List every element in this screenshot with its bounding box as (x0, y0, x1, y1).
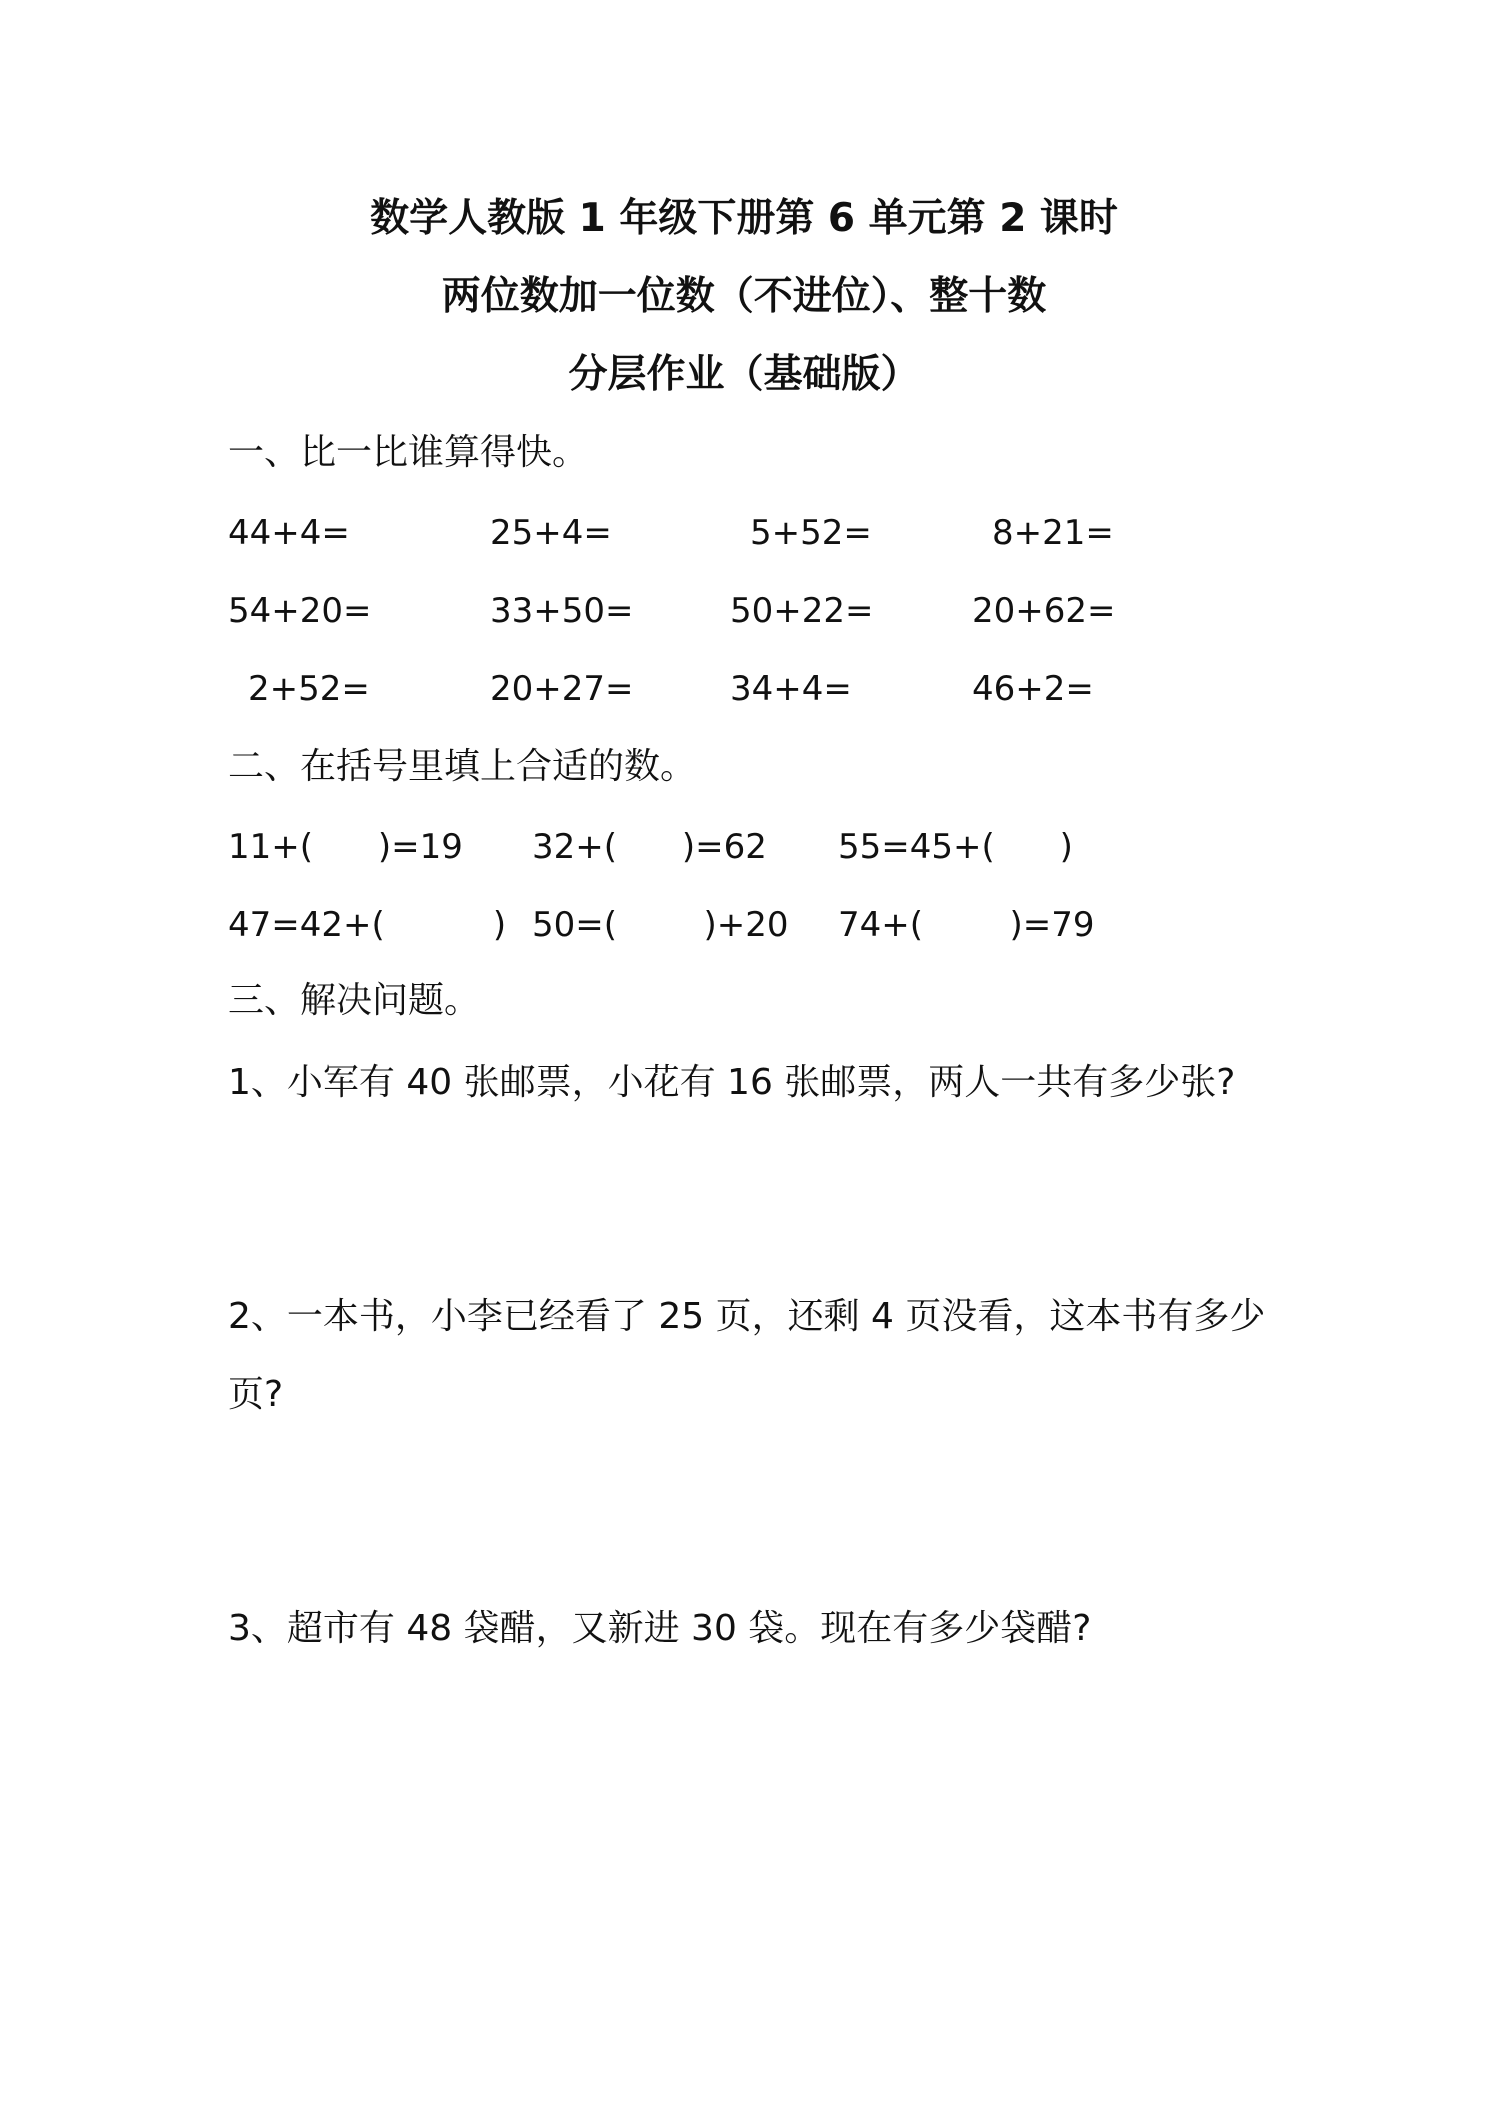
calc-problem: 25+4= (490, 513, 612, 553)
section-1-heading: 一、比一比谁算得快。 (228, 432, 589, 473)
calc-problem: 20+62= (972, 591, 1116, 631)
calc-problem: 54+20= (228, 591, 372, 631)
document-title: 数学人教版 1 年级下册第 6 单元第 2 课时 (370, 196, 1118, 241)
calc-problem: 44+4= (228, 513, 350, 553)
fill-blank-problem: 50=( )+20 (532, 905, 789, 945)
calc-problem: 20+27= (490, 669, 634, 709)
calc-problem: 5+52= (750, 513, 872, 553)
calc-problem: 46+2= (972, 669, 1094, 709)
calc-problem: 34+4= (730, 669, 852, 709)
fill-blank-problem: 47=42+( ) (228, 905, 507, 945)
document-version-label: 分层作业（基础版） (568, 352, 920, 397)
fill-blank-problem: 74+( )=79 (838, 905, 1095, 945)
word-problem-1: 1、小军有 40 张邮票，小花有 16 张邮票，两人一共有多少张? (228, 1062, 1236, 1103)
calc-problem: 2+52= (248, 669, 370, 709)
section-3-heading: 三、解决问题。 (228, 980, 481, 1021)
fill-blank-problem: 55=45+( ) (838, 827, 1073, 867)
section-2-heading: 二、在括号里填上合适的数。 (228, 746, 697, 787)
calc-problem: 50+22= (730, 591, 874, 631)
word-problem-3: 3、超市有 48 袋醋，又新进 30 袋。现在有多少袋醋? (228, 1608, 1092, 1649)
fill-blank-problem: 11+( )=19 (228, 827, 463, 867)
calc-problem: 33+50= (490, 591, 634, 631)
word-problem-2: 2、一本书，小李已经看了 25 页，还剩 4 页没看，这本书有多少页? (228, 1296, 1266, 1415)
document-subtitle: 两位数加一位数（不进位）、整十数 (441, 274, 1047, 319)
calc-problem: 8+21= (992, 513, 1114, 553)
fill-blank-problem: 32+( )=62 (532, 827, 767, 867)
